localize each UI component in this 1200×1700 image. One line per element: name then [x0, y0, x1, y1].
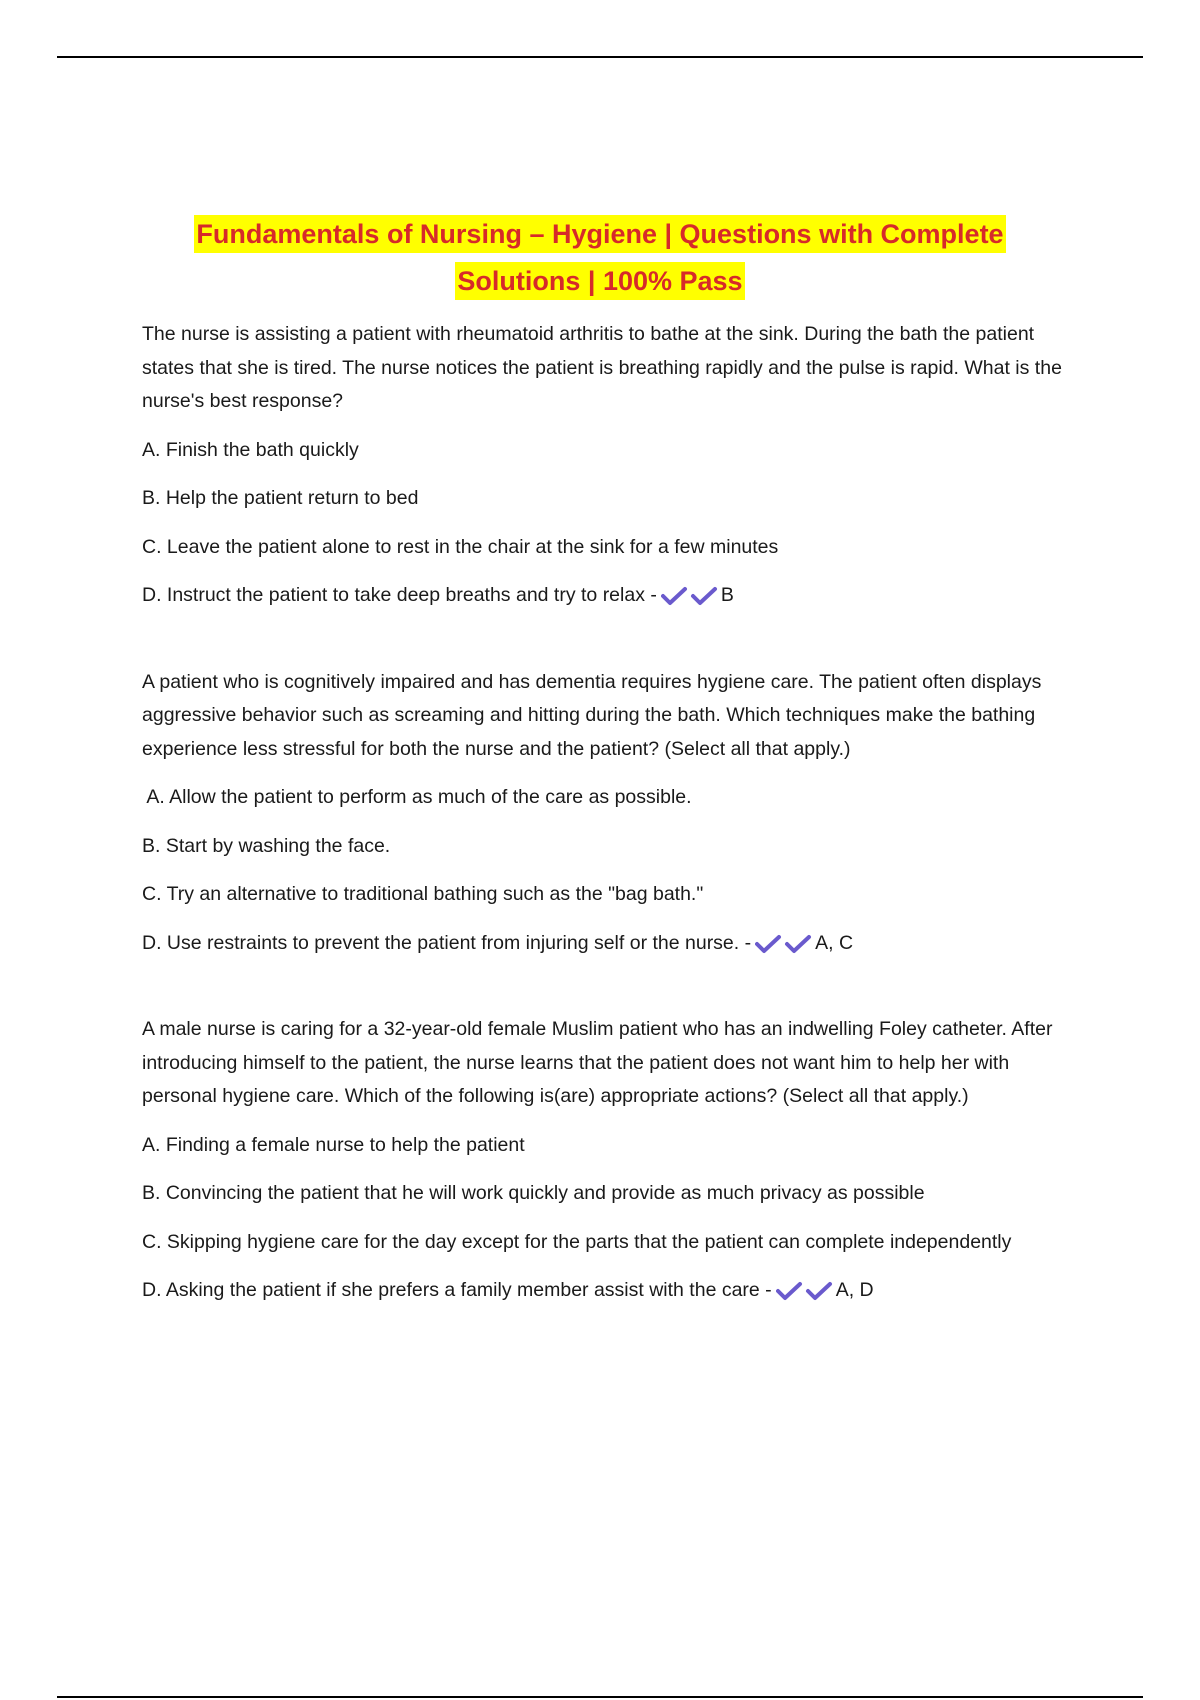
question-block-2	[142, 666, 1082, 961]
option-3a: A. Finding a female nurse to help the patient	[142, 1133, 525, 1156]
document-title	[100, 212, 1100, 306]
option-2a: A. Allow the patient to perform as much of the care as possible.	[142, 786, 692, 809]
question-text-1: The nurse is assisting a patient with rheumatoid arthritis to bathe at the sink. During the bath the patient states that she is tired. The nurse notices the patient is breathing rapidly and the pulse is rapid. What is the nurse's best response?	[142, 323, 1062, 412]
option-1c: C. Leave the patient alone to rest in the chair at the sink for a few minutes	[142, 535, 779, 558]
option-1d	[142, 579, 1082, 613]
title-line-2: Solutions | 100% Pass	[455, 262, 744, 300]
question-text-2: A patient who is cognitively impaired and has dementia requires hygiene care. The patient often displays aggressive behavior such as screaming and hitting during the bath. Which techniques make the bathing experience less stressful for both the nurse and the patient? (Select all that apply.)	[142, 670, 1042, 760]
option-2d-text: D. Use restraints to prevent the patient from injuring self or the nurse. -	[142, 931, 752, 954]
checkmark-icon	[776, 1274, 834, 1308]
question-text-3: A male nurse is caring for a 32-year-old female Muslim patient who has an indwelling Foley catheter. After introducing himself to the patient, the nurse learns that the patient does not want him to help her with personal hygiene care. Which of the following is(are) appropriate actions? (Select all that apply.)	[142, 1018, 1053, 1108]
question-list	[142, 318, 1082, 1308]
checkmark-icon	[661, 579, 719, 613]
answer-1: B	[720, 584, 734, 606]
checkmark-icon	[755, 927, 813, 961]
option-1a: A. Finish the bath quickly	[142, 438, 359, 461]
answer-2: A, C	[815, 931, 854, 954]
header-rule	[57, 56, 1143, 58]
answer-3: A, D	[835, 1279, 874, 1302]
option-1d-text: D. Instruct the patient to take deep breaths and try to relax -	[142, 584, 657, 606]
question-block-1	[142, 318, 1082, 613]
footer-rule	[57, 1696, 1143, 1698]
option-3c: C. Skipping hygiene care for the day except for the parts that the patient can complete independently	[142, 1230, 1012, 1253]
option-2c: C. Try an alternative to traditional bathing such as the "bag bath."	[142, 883, 704, 906]
title-line-1: Fundamentals of Nursing – Hygiene | Questions with Complete	[194, 215, 1005, 253]
option-3d-text: D. Asking the patient if she prefers a family member assist with the care -	[142, 1279, 772, 1302]
option-3b: B. Convincing the patient that he will work quickly and provide as much privacy as possible	[142, 1182, 925, 1205]
option-1b: B. Help the patient return to bed	[142, 487, 419, 509]
option-2d	[142, 927, 1082, 961]
question-block-3	[142, 1013, 1082, 1308]
option-3d	[142, 1274, 1082, 1308]
option-2b: B. Start by washing the face.	[142, 834, 391, 857]
